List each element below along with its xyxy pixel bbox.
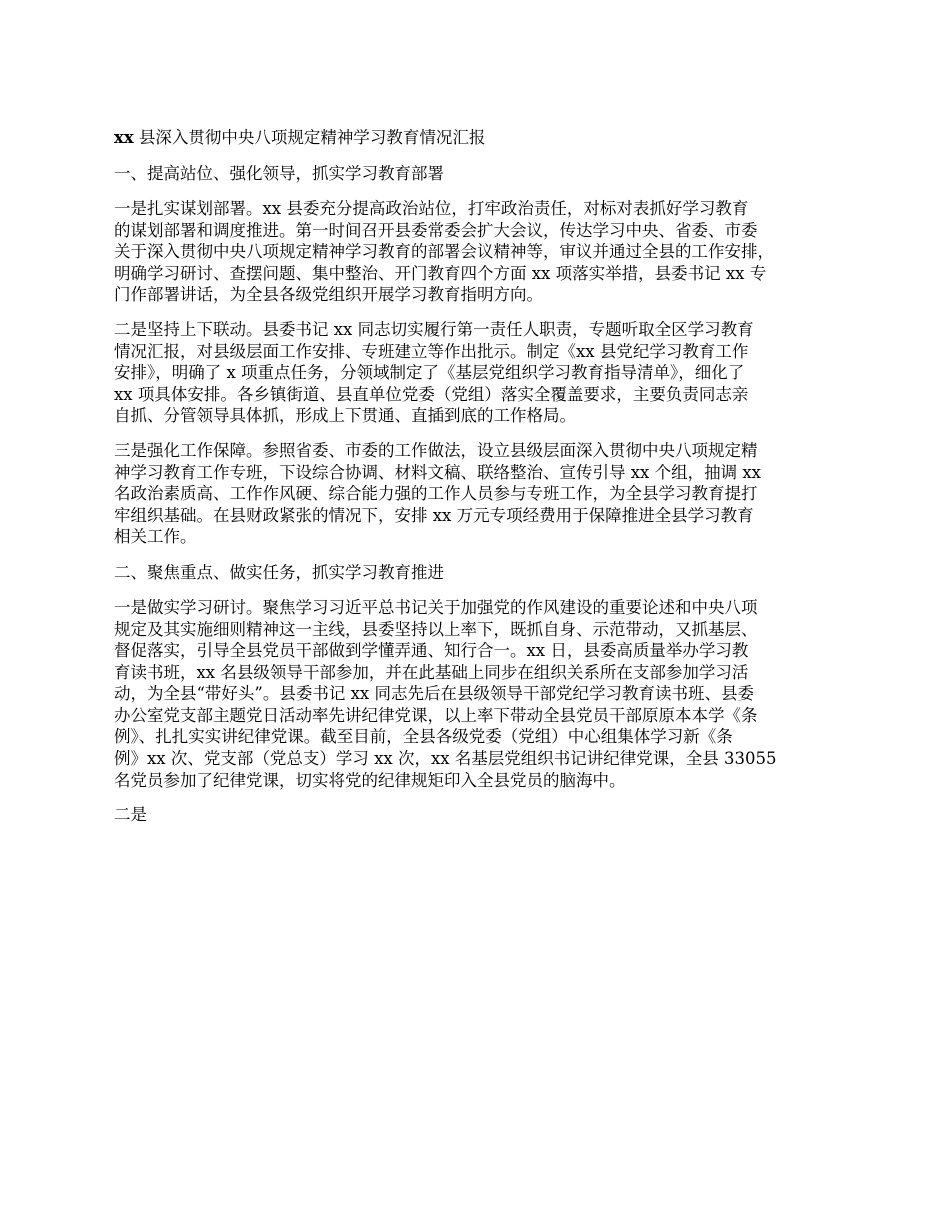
section-2-heading: 二、聚焦重点、做实任务，抓实学习教育推进: [114, 562, 444, 582]
section-1-paragraph-1: [114, 198, 854, 306]
paragraph-line: 情况汇报，对县级层面工作安排、专班建立等作出批示。制定《xx 县党纪学习教育工作: [114, 341, 749, 361]
paragraph-line: 动，为全县“带好头”。县委书记 xx 同志先后在县级领导干部党纪学习教育读书班、县委: [114, 684, 754, 704]
paragraph-line: 关于深入贯彻中央八项规定精神学习教育的部署会议精神等，审议并通过全县的工作安排，: [114, 242, 774, 262]
paragraph-line: 例》xx 次、党支部（党总支）学习 xx 次，xx 名基层党组织书记讲纪律党课，全县 33055: [114, 749, 777, 769]
title-text: 县深入贯彻中央八项规定精神学习教育情况汇报: [133, 128, 486, 147]
paragraph-line: 门作部署讲话，为全县各级党组织开展学习教育指明方向。: [114, 285, 543, 305]
paragraph-line: xx 项具体安排。各乡镇街道、县直单位党委（党组）落实全覆盖要求，主要负责同志亲: [114, 384, 749, 404]
paragraph-line: 名政治素质高、工作作风硬、综合能力强的工作人员参与专班工作，为全县学习教育提打: [114, 484, 758, 504]
paragraph-line: 名党员参加了纪律党课，切实将党的纪律规矩印入全县党员的脑海中。: [114, 770, 626, 790]
paragraph-line: 三是强化工作保障。参照省委、市委的工作做法，设立县级层面深入贯彻中央八项规定精: [114, 440, 758, 460]
section-1-paragraph-3: [114, 440, 854, 548]
paragraph-line: 一是扎实谋划部署。xx 县委充分提高政治站位，打牢政治责任，对标对表抓好学习教育: [114, 199, 749, 218]
section-1-heading: 一、提高站位、强化领导，抓实学习教育部署: [114, 164, 444, 183]
paragraph-line: 育读书班，xx 名县级领导干部参加，并在此基础上同步在组织关系所在支部参加学习活: [114, 662, 749, 682]
paragraph-line: 安排》，明确了 x 项重点任务，分领域制定了《基层党组织学习教育指导清单》，细化了: [114, 363, 745, 383]
paragraph-line: 相关工作。: [114, 527, 197, 547]
paragraph-line: 督促落实，引导全县党员干部做到学懂弄通、知行合一。xx 日，县委高质量举办学习教: [114, 641, 749, 661]
section-2-paragraph-2: [114, 804, 854, 826]
document-title: [114, 126, 854, 149]
document-page: [114, 126, 854, 839]
paragraph-line: 规定及其实施细则精神这一主线，县委坚持以上率下，既抓自身、示范带动，又抓基层、: [114, 619, 758, 639]
paragraph-line: 的谋划部署和调度推进。第一时间召开县委常委会扩大会议，传达学习中央、省委、市委: [114, 220, 758, 240]
paragraph-line: 办公室党支部主题党日活动率先讲纪律党课，以上率下带动全县党员干部原原本本学《条: [114, 705, 758, 725]
paragraph-line: 明确学习研讨、查摆问题、集中整治、开门教育四个方面 xx 项落实举措，县委书记 xx 专: [114, 263, 767, 283]
paragraph-line: 自抓、分管领导具体抓，形成上下贯通、直插到底的工作格局。: [114, 406, 576, 426]
section-2-paragraph-1: [114, 597, 854, 791]
paragraph-line: 一是做实学习研讨。聚焦学习习近平总书记关于加强党的作风建设的重要论述和中央八项: [114, 597, 758, 617]
paragraph-line: 二是坚持上下联动。县委书记 xx 同志切实履行第一责任人职责，专题听取全区学习教育: [114, 319, 754, 339]
paragraph-line: 例》、扎扎实实讲纪律党课。截至目前，全县各级党委（党组）中心组集体学习新《条: [114, 727, 733, 747]
title-prefix: xx: [114, 128, 134, 147]
paragraph-line: 牢组织基础。在县财政紧张的情况下，安排 xx 万元专项经费用于保障推进全县学习教育: [114, 505, 754, 525]
paragraph-line: 二是: [114, 805, 147, 825]
section-1-paragraph-2: [114, 319, 854, 427]
paragraph-line: 神学习教育工作专班，下设综合协调、材料文稿、联络整治、宣传引导 xx 个组，抽调 xx: [114, 462, 761, 482]
